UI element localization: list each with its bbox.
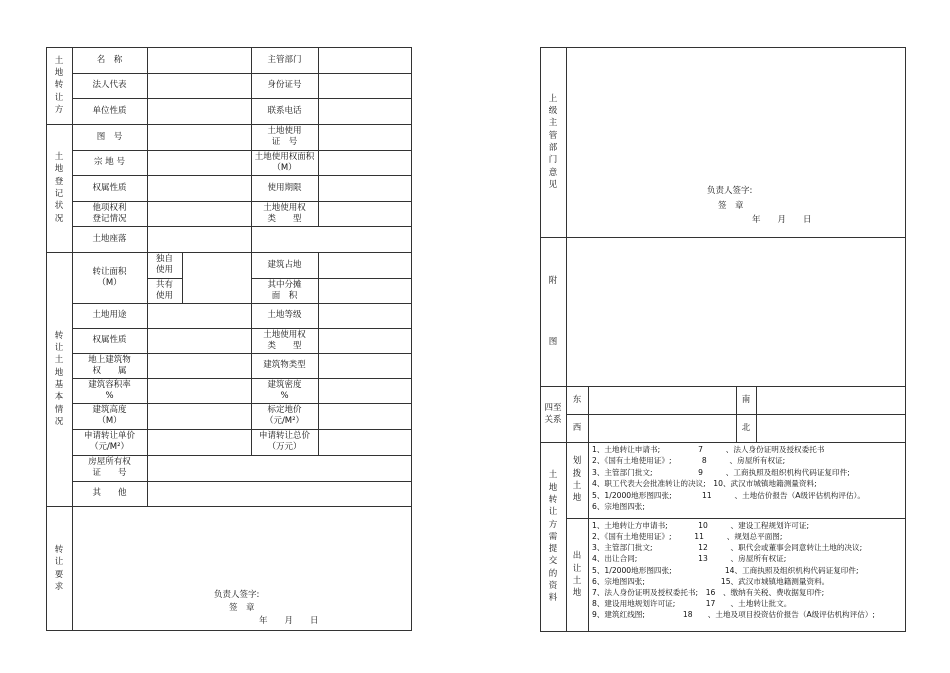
label-right-type: 权属性质 — [92, 182, 127, 193]
label-building-type: 建筑物类型 — [263, 360, 306, 371]
left-row-divider — [72, 73, 412, 74]
label-total-price: 申请转让总价 （万元） — [258, 431, 310, 452]
left-frame-top — [46, 47, 412, 48]
label-above-ground: 地上建筑物 权 属 — [88, 354, 131, 376]
right-col-divider — [566, 47, 567, 632]
left-row-divider — [72, 455, 412, 456]
right-row-divider — [540, 386, 906, 387]
left-seal-label: 签 章 — [229, 603, 255, 613]
left-row-divider — [72, 429, 412, 430]
right-frame-left — [540, 47, 541, 632]
section-land-basic: 转 让 土 地 基 本 情 况 — [54, 330, 64, 427]
label-plot-ratio: 建筑容积率 % — [88, 379, 131, 401]
left-row-divider — [46, 252, 412, 253]
list-item: 1、土地转让方申请书; 10 、建设工程规划许可证; — [592, 521, 810, 530]
label-name: 名 称 — [96, 54, 123, 65]
section-superior-opinion: 上 级 主 管 部 门 意 见 — [548, 93, 558, 190]
label-building-height: 建筑高度 （M） — [92, 405, 127, 426]
label-right-kind-2: 土地使用权 类 型 — [263, 329, 306, 351]
label-phone: 联系电话 — [267, 105, 302, 116]
direction-west: 西 — [572, 422, 582, 433]
list-item: 9、建筑红线图; 18 、土地及项目投资估价报告（A级评估机构评估）; — [592, 610, 875, 620]
label-unit-type: 单位性质 — [92, 105, 127, 116]
list-item: 5、1/2000地形图四张; 14、工商执照及组织机构代码证复印件; — [592, 565, 859, 575]
left-row-divider — [46, 506, 412, 507]
label-map-no: 图 号 — [96, 131, 123, 142]
right-seal-label: 签 章 — [718, 201, 744, 211]
left-row-divider — [72, 98, 412, 99]
right-row-divider — [566, 518, 906, 519]
left-col-divider — [72, 47, 73, 631]
left-date-label: 年 月 日 — [259, 616, 319, 626]
left-frame-left — [46, 47, 47, 631]
list-item: 4、出让合同; 13 、房屋所有权证; — [592, 554, 787, 564]
left-row-divider — [72, 150, 412, 151]
left-row-divider — [72, 201, 412, 202]
list-item: 8、建设用地规划许可证; 17 、土地转让批文。 — [592, 599, 792, 609]
left-frame-bottom — [46, 630, 412, 631]
label-location: 土地座落 — [92, 233, 127, 244]
label-id-number: 身份证号 — [267, 80, 302, 91]
section-transferor: 土 地 转 让 方 — [54, 55, 64, 115]
list-item: 5、1/2000地形图四张; 11 、土地估价报告（A级评估机构评估）。 — [592, 490, 865, 500]
list-item: 7、法人身份证明及授权委托书; 16 、缴纳有关税、费收据复印件; — [592, 587, 825, 597]
left-row-divider — [72, 303, 412, 304]
left-row-divider — [72, 175, 412, 176]
left-row-divider — [46, 124, 412, 125]
left-frame-right — [411, 47, 412, 631]
list-item: 6、宗地图四张; 15、武汉市城镇地籍测量资料。 — [592, 576, 830, 586]
left-col-divider — [182, 252, 183, 303]
right-frame-top — [540, 47, 906, 48]
label-land-area: 土地使用权面积 （M） — [254, 151, 315, 173]
left-row-divider — [72, 353, 412, 354]
label-building-footprint: 建筑占地 — [267, 259, 302, 270]
label-legal-rep: 法人代表 — [92, 80, 127, 91]
list-item: 2、《国有土地使用证》; 11 、规划总平面图; — [592, 532, 783, 542]
left-signer-label: 负责人签字: — [214, 590, 260, 600]
label-right-kind: 土地使用权 类 型 — [263, 202, 306, 224]
direction-east: 东 — [572, 394, 582, 405]
list-item: 1、土地转让申请书; 7 、法人身份证明及授权委托书 — [592, 445, 825, 454]
right-row-divider — [566, 414, 906, 415]
label-term: 使用期限 — [267, 182, 302, 193]
list-item: 4、职工代表大会批准转让的决议; 10、武汉市城镇地籍测量资料; — [592, 479, 817, 489]
label-other-rights: 他项权利 登记情况 — [92, 202, 127, 224]
label-other: 其 他 — [92, 488, 127, 499]
list-item: 2、《国有土地使用证》; 8 、房屋所有权证; — [592, 456, 786, 466]
left-row-divider — [251, 278, 412, 279]
list-item: 3、主管部门批文; 12 、职代会或董事会同意转让土地的决议; — [592, 543, 863, 553]
label-unit-price: 申请转让单价 （元/M²） — [83, 431, 135, 452]
label-land-grade: 土地等级 — [267, 310, 302, 321]
right-date-label: 年 月 日 — [752, 215, 812, 225]
left-row-divider — [72, 226, 412, 227]
label-building-density: 建筑密度 % — [267, 379, 302, 401]
label-land-use: 土地用途 — [92, 310, 127, 321]
left-row-divider — [72, 328, 412, 329]
section-allocated-land: 划 拨 土 地 — [572, 456, 582, 504]
left-col-divider — [147, 47, 148, 506]
label-land-cert: 土地使用 证 号 — [267, 126, 302, 147]
left-row-divider — [72, 378, 412, 379]
direction-south: 南 — [741, 394, 751, 405]
section-registration: 土 地 登 记 状 况 — [54, 152, 64, 224]
label-authority: 主管部门 — [267, 54, 302, 65]
section-attachment: 附 图 — [548, 275, 558, 348]
list-item: 3、主管部门批文; 9 、工商执照及组织机构代码证复印件; — [592, 467, 850, 477]
section-granted-land: 出 让 土 地 — [572, 551, 582, 599]
left-row-divider — [147, 278, 182, 279]
transfer-materials-form — [540, 47, 906, 632]
section-requirements: 转 让 要 求 — [54, 544, 64, 592]
left-col-divider — [251, 47, 252, 455]
section-materials: 土 地 转 让 方 需 提 交 的 资 料 — [548, 470, 558, 604]
section-boundaries: 四至 关系 — [544, 402, 562, 425]
granted-materials-list — [588, 518, 906, 632]
right-row-divider — [540, 442, 906, 443]
right-row-divider — [540, 237, 906, 238]
label-apportioned-area: 其中分摊 面 积 — [267, 279, 302, 301]
direction-north: 北 — [741, 422, 751, 433]
label-exclusive-use: 独自 使用 — [155, 254, 173, 275]
transfer-application-form — [46, 47, 412, 631]
list-item: 6、宗地图四张; — [592, 501, 645, 511]
label-parcel-no: 宗 地 号 — [94, 157, 125, 168]
left-row-divider — [72, 481, 412, 482]
label-right-type-2: 权属性质 — [92, 335, 127, 346]
right-frame-bottom — [540, 631, 906, 632]
label-base-price: 标定地价 （元/M²） — [264, 405, 305, 426]
allocated-materials-list — [588, 442, 906, 518]
right-frame-right — [905, 47, 906, 632]
left-row-divider — [72, 403, 412, 404]
label-shared-use: 共有 使用 — [155, 279, 173, 301]
label-transfer-area: 转让面积 （M） — [92, 266, 127, 288]
right-col-divider — [588, 442, 589, 632]
right-signer-label: 负责人签字: — [707, 186, 753, 196]
label-property-cert: 房屋所有权 证 号 — [88, 457, 131, 478]
